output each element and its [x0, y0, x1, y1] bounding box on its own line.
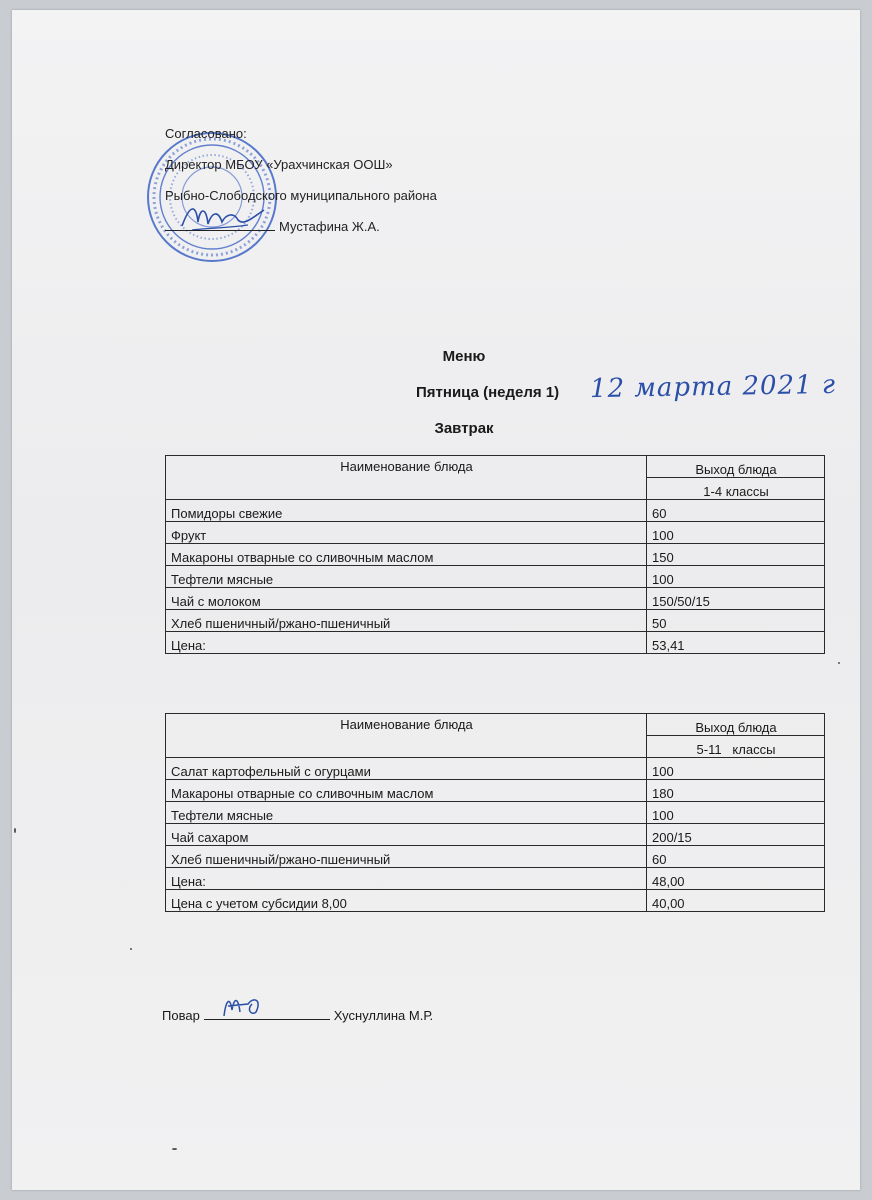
dish-output: 100 [647, 758, 825, 780]
price-row [166, 868, 825, 890]
cook-signature-block [162, 1005, 433, 1023]
dish-output: 100 [647, 566, 825, 588]
signature-underline [204, 1005, 330, 1020]
price-label: Цена: [166, 868, 647, 890]
table-row [166, 824, 825, 846]
table-row [166, 758, 825, 780]
dish-output: 100 [647, 522, 825, 544]
table-row [166, 802, 825, 824]
approval-block [165, 118, 437, 242]
dish-name: Макароны отварные со сливочным маслом [166, 780, 647, 802]
table-row [166, 588, 825, 610]
table-row [166, 566, 825, 588]
handwritten-date: 12 марта 2021 г [589, 369, 837, 405]
dish-output: 150 [647, 544, 825, 566]
dish-name: Тефтели мясные [166, 566, 647, 588]
table-header-row [166, 456, 825, 478]
subsidy-price-row [166, 890, 825, 912]
column-header-output: Выход блюда [647, 456, 825, 478]
table-row [166, 846, 825, 868]
column-header-dish: Наименование блюда [166, 456, 647, 500]
dish-output: 180 [647, 780, 825, 802]
table-row [166, 780, 825, 802]
signature-underline [165, 216, 275, 231]
table-row [166, 610, 825, 632]
table-row [166, 500, 825, 522]
dish-name: Салат картофельный с огурцами [166, 758, 647, 780]
dish-name: Фрукт [166, 522, 647, 544]
table-row [166, 522, 825, 544]
dish-name: Чай сахаром [166, 824, 647, 846]
dish-name: Тефтели мясные [166, 802, 647, 824]
price-value: 53,41 [647, 632, 825, 654]
menu-table-junior [165, 455, 825, 654]
class-group-label: 1-4 классы [647, 478, 825, 500]
column-header-dish: Наименование блюда [166, 714, 647, 758]
meal-heading: Завтрак [434, 420, 494, 437]
dish-name: Макароны отварные со сливочным маслом [166, 544, 647, 566]
dish-output: 50 [647, 610, 825, 632]
cook-name: Хуснуллина М.Р. [333, 1008, 434, 1023]
table-row [166, 544, 825, 566]
approval-district: Рыбно-Слободского муниципального района [165, 188, 437, 203]
scan-speck [14, 828, 16, 833]
scan-speck [838, 662, 840, 664]
dish-output: 150/50/15 [647, 588, 825, 610]
day-heading: Пятница (неделя 1) [416, 384, 560, 401]
dish-output: 200/15 [647, 824, 825, 846]
scan-speck [172, 1148, 177, 1150]
dish-name: Хлеб пшеничный/ржано-пшеничный [166, 846, 647, 868]
price-row [166, 632, 825, 654]
class-group-label: 5-11 классы [647, 736, 825, 758]
menu-table-senior [165, 713, 825, 912]
approval-agreed: Согласовано: [165, 126, 247, 141]
dish-name: Хлеб пшеничный/ржано-пшеничный [166, 610, 647, 632]
price-label: Цена: [166, 632, 647, 654]
dish-output: 60 [647, 846, 825, 868]
approval-position: Директор МБОУ «Урахчинская ООШ» [165, 157, 393, 172]
cook-role: Повар [162, 1008, 200, 1023]
dish-output: 60 [647, 500, 825, 522]
price-value: 48,00 [647, 868, 825, 890]
approval-signature-line [165, 211, 437, 242]
dish-output: 100 [647, 802, 825, 824]
document-title: Меню [442, 348, 486, 365]
subsidy-price-value: 40,00 [647, 890, 825, 912]
scan-speck [130, 948, 132, 950]
table-header-row [166, 714, 825, 736]
dish-name: Чай с молоком [166, 588, 647, 610]
approval-signer: Мустафина Ж.А. [279, 219, 380, 234]
column-header-output: Выход блюда [647, 714, 825, 736]
subsidy-price-label: Цена с учетом субсидии 8,00 [166, 890, 647, 912]
dish-name: Помидоры свежие [166, 500, 647, 522]
